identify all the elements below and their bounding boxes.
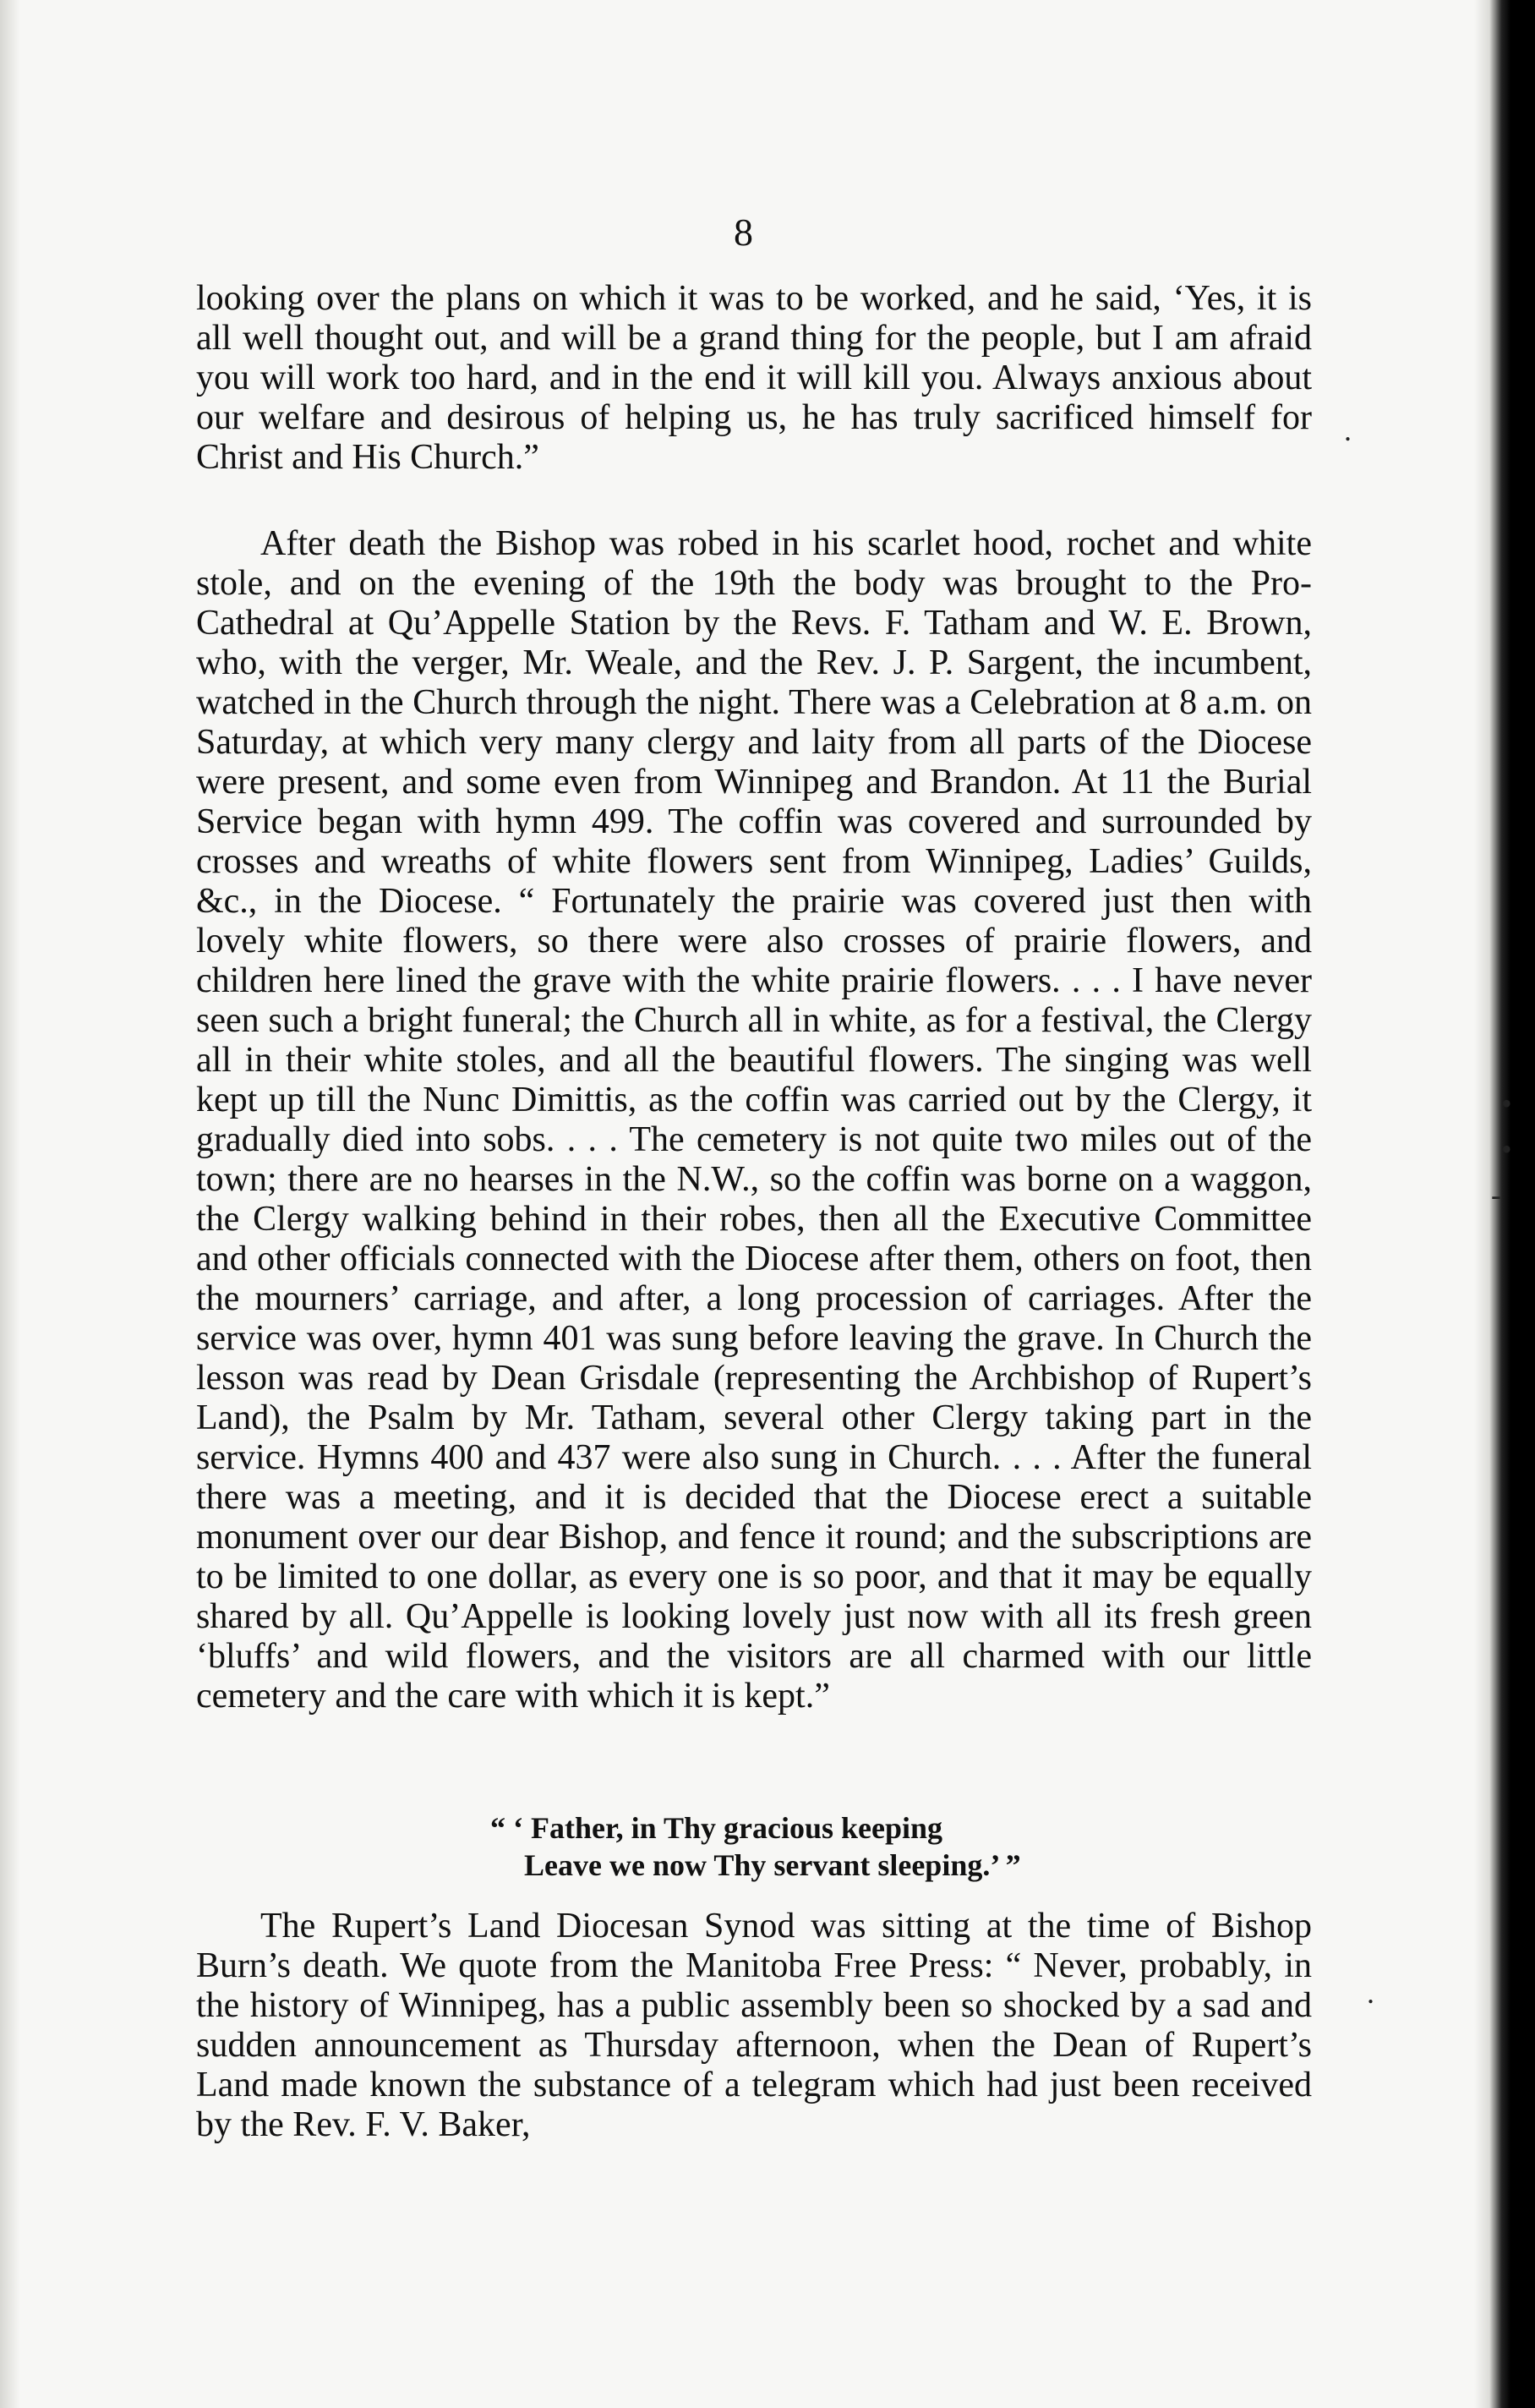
margin-dot-1: . <box>1344 413 1352 447</box>
margin-mark-3: - <box>1491 1178 1501 1212</box>
page-number: 8 <box>734 211 754 254</box>
paragraph-2: After death the Bishop was robed in his scarlet hood, rochet and white stole, and on the evening of the 19th the body was brought to the Pro-Cathedral at Qu’Appelle Station by the Revs. F. Tatham and W. E. Brown, who, with the verger, Mr. Weale, and the Rev. J. P. Sargent, the incumbent, watched in the Church through the night. There was a Celebration at 8 a.m. on Saturday, at which very many clergy and laity from all parts of the Diocese were present, and some even from Winnipeg and Brandon. At 11 the Burial Service began with hymn 499. The coffin was covered and surrounded by crosses and wreaths of white flowers sent from Winnipeg, Ladies’ Guilds, &c., in the Diocese. “ Fortunately the prairie was covered just then with lovely white flowers, so there were also crosses of prairie flowers, and children here lined the grave with the white prairie flowers. . . . I have never seen such a bright funeral; the Church all in white, as for a festival, the Clergy all in their white stoles, and all the beautiful flowers. The singing was well kept up till the Nunc Dimittis, as the coffin was carried out by the Clergy, it gradually died into sobs. . . . The cemetery is not quite two miles out of the town; there are no hearses in the N.W., so the coffin was borne on a waggon, the Clergy walking behind in their robes, then all the Executive Committee and other officials connected with the Diocese after them, others on foot, then the mourners’ carriage, and after, a long procession of carriages. After the service was over, hymn 401 was sung before leaving the grave. In Church the lesson was read by Dean Grisdale (representing the Archbishop of Rupert’s Land), the Psalm by Mr. Tatham, several other Clergy taking part in the service. Hymns 400 and 437 were also sung in Church. . . . After the funeral there was a meeting, and it is decided that the Diocese erect a suitable monument over our dear Bishop, and fence it round; and the subscriptions are to be limited to one dollar, as every one is so poor, and that it may be equally shared by all. Qu’Appelle is looking lovely just now with all its fresh green ‘bluffs’ and wild flowers, and the visitors are all charmed with our little cemetery and the care with which it is kept.” <box>196 524 1312 1716</box>
margin-dot-2: . <box>1367 1976 1374 2010</box>
paragraph-1: looking over the plans on which it was to be worked, and he said, ‘Yes, it is all well thought out, and will be a grand thing for the people, but I am afraid you will work too hard, and in the end it will kill you. Always anxious about our welfare and desirous of helping us, he has truly sacrificed himself for Christ and His Church.” <box>196 279 1312 477</box>
right-binding-edge <box>1474 0 1535 2408</box>
margin-mark-1: • <box>1501 1086 1512 1120</box>
quote-line-2: Leave we now Thy servant sleeping.’ ” <box>524 1848 1021 1882</box>
margin-mark-2: • <box>1501 1132 1512 1166</box>
quote-line-1: “ ‘ Father, in Thy gracious keeping <box>490 1811 943 1845</box>
paragraph-3: The Rupert’s Land Diocesan Synod was sitting at the time of Bishop Burn’s death. We quote from the Manitoba Free Press: “ Never, probably, in the history of Winnipeg, has a public assembly been so shocked by a sad and sudden announcement as Thursday afternoon, when the Dean of Rupert’s Land made known the substance of a telegram which had just been received by the Rev. F. V. Baker, <box>196 1907 1312 2144</box>
quoted-verse <box>490 1809 1166 1884</box>
left-page-shadow <box>0 0 20 2408</box>
